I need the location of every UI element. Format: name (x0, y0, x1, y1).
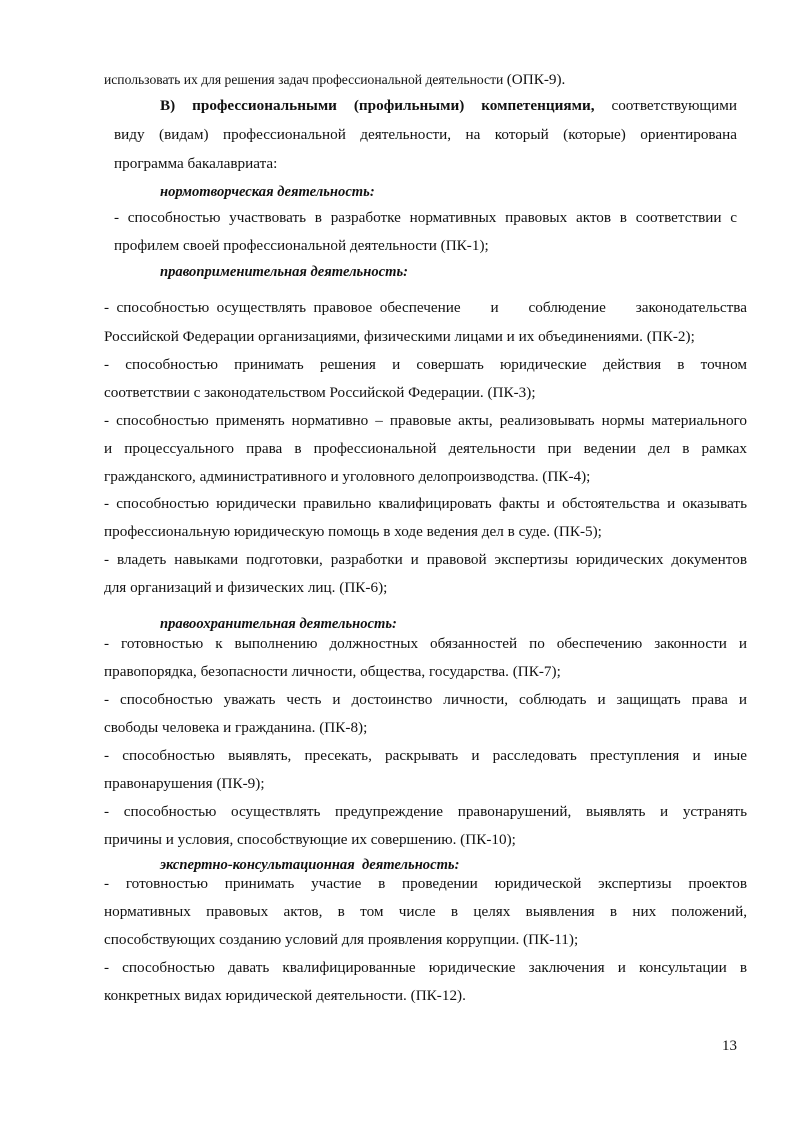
list-item-line: гражданского, административного и уголовного делопроизводства. (ПК-4); (104, 468, 591, 485)
intro-code: (ОПК-9). (506, 71, 566, 88)
list-item-line: профилем своей профессиональной деятельности (ПК-1); (114, 237, 489, 254)
intro-line (104, 70, 565, 90)
section-title-line2: виду (видам) профессиональной деятельности, на который (которые) ориентирована (114, 126, 737, 143)
group-heading-law-enforcement-application: правоприменительная деятельность: (160, 264, 408, 280)
list-item-line: - способностью применять нормативно – правовые акты, реализовывать нормы материального (104, 412, 747, 429)
list-item-line: конкретных видах юридической деятельности. (ПК-12). (104, 987, 466, 1004)
list-item-line: - готовностью принимать участие в проведении юридической экспертизы проектов (104, 875, 747, 892)
section-title-bold: В) профессиональными (профильными) компетенциями, (160, 97, 595, 114)
list-item-line: способствующих созданию условий для проявления коррупции. (ПК-11); (104, 931, 579, 948)
list-item-line: нормативных правовых актов, в том числе в целях выявления в них положений, (104, 903, 747, 920)
list-item-line: - способностью юридически правильно квалифицировать факты и обстоятельства и оказывать (104, 495, 747, 512)
list-item-line: соответствии с законодательством Российской Федерации. (ПК-3); (104, 384, 536, 401)
list-item-line: и процессуального права в профессиональной деятельности при ведении дел в рамках (104, 440, 747, 457)
list-item-line: свободы человека и гражданина. (ПК-8); (104, 719, 368, 736)
list-item-line: - способностью выявлять, пресекать, раскрывать и расследовать преступления и иные (104, 747, 747, 764)
list-item-line: - готовностью к выполнению должностных обязанностей по обеспечению законности и (104, 635, 747, 652)
list-item-line: правопорядка, безопасности личности, общества, государства. (ПК-7); (104, 663, 561, 680)
section-title (114, 96, 737, 116)
list-item-line: Российской Федерации организациями, физическими лицами и их объединениями. (ПК-2); (104, 328, 695, 345)
section-title-line3: программа бакалавриата: (114, 155, 278, 172)
group-heading-law-enforcement: правоохранительная деятельность: (160, 616, 397, 632)
list-item-line: - владеть навыками подготовки, разработки и правовой экспертизы юридических документов (104, 551, 747, 568)
list-item-line: правонарушения (ПК-9); (104, 775, 265, 792)
list-item-line: - способностью уважать честь и достоинство личности, соблюдать и защищать права и (104, 691, 747, 708)
intro-text: использовать их для решения задач профессиональной деятельности (104, 72, 504, 87)
list-item-line: профессиональную юридическую помощь в ходе ведения дел в суде. (ПК-5); (104, 523, 602, 540)
section-title-rest: соответствующими (611, 97, 737, 114)
group-heading-normative: нормотворческая деятельность: (160, 184, 375, 200)
list-item-line: причины и условия, способствующие их совершению. (ПК-10); (104, 831, 516, 848)
list-item-line: - способностью принимать решения и совершать юридические действия в точном (104, 356, 747, 373)
list-item-line: - способностью давать квалифицированные юридические заключения и консультации в (104, 959, 747, 976)
group-heading-expert-consulting: экспертно-консультационная деятельность: (160, 857, 460, 873)
list-item-line: для организаций и физических лиц. (ПК-6); (104, 579, 388, 596)
list-item-line: - способностью осуществлять правовое обеспечение и соблюдение законодательства (104, 299, 747, 316)
page-number: 13 (722, 1038, 737, 1054)
list-item-line: - способностью участвовать в разработке нормативных правовых актов в соответствии с (114, 209, 737, 226)
list-item-line: - способностью осуществлять предупреждение правонарушений, выявлять и устранять (104, 803, 747, 820)
